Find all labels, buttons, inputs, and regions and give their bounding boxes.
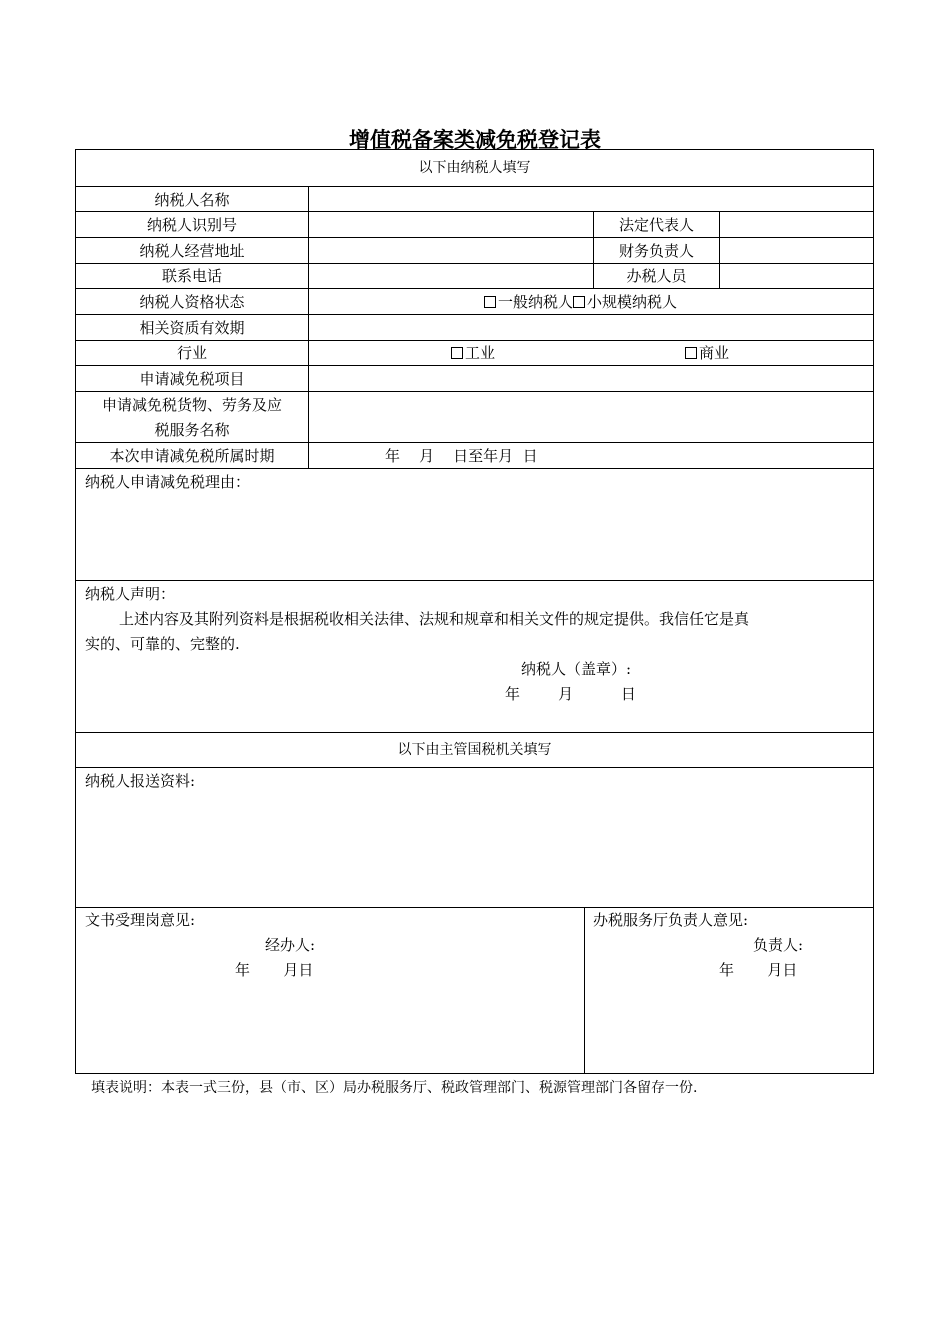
finance-head-field[interactable] bbox=[720, 238, 873, 263]
clerk-date-label: 年 月日 bbox=[235, 961, 314, 979]
commercial-option-label: 商业 bbox=[699, 344, 730, 362]
finance-head-label: 财务负责人 bbox=[618, 242, 694, 260]
phone-label: 联系电话 bbox=[161, 267, 222, 285]
qualification-status-options bbox=[484, 293, 677, 311]
exemption-reason-label: 纳税人申请减免税理由： bbox=[85, 473, 251, 491]
taxpayer-name-label: 纳税人名称 bbox=[154, 191, 230, 209]
exemption-period-value[interactable]: 年 月 日至年月 日 bbox=[385, 447, 538, 465]
hall-head-date-label: 年 月日 bbox=[719, 961, 798, 979]
commercial-checkbox[interactable] bbox=[685, 347, 697, 359]
general-taxpayer-checkbox[interactable] bbox=[484, 296, 496, 308]
goods-services-field[interactable] bbox=[309, 392, 873, 442]
clerk-opinion-label: 文书受理岗意见: bbox=[85, 911, 196, 929]
exemption-project-field[interactable] bbox=[309, 366, 873, 391]
tax-handler-label: 办税人员 bbox=[626, 267, 687, 285]
qualification-validity-field[interactable] bbox=[309, 315, 873, 340]
declaration-text-line1: 上述内容及其附列资料是根据税收相关法律、法规和规章和相关文件的规定提供。我信任它是真 bbox=[119, 610, 750, 628]
form-title: 增值税备案类减免税登记表 bbox=[349, 128, 601, 152]
hall-head-opinion-field[interactable] bbox=[585, 982, 872, 1072]
industrial-checkbox[interactable] bbox=[451, 347, 463, 359]
phone-field[interactable] bbox=[309, 264, 593, 288]
exemption-project-label: 申请减免税项目 bbox=[139, 370, 245, 388]
industry-option-industrial bbox=[451, 344, 495, 362]
taxpayer-seal-label: 纳税人（盖章）: bbox=[521, 660, 632, 678]
industry-label: 行业 bbox=[176, 344, 207, 362]
tax-handler-field[interactable] bbox=[720, 264, 873, 288]
submitted-materials-label: 纳税人报送资料: bbox=[85, 772, 196, 790]
taxpayer-name-field[interactable] bbox=[309, 187, 873, 211]
clerk-opinion-field[interactable] bbox=[77, 982, 583, 1072]
business-address-field[interactable] bbox=[309, 238, 593, 263]
declaration-label: 纳税人声明： bbox=[85, 585, 176, 603]
taxpayer-id-label: 纳税人识别号 bbox=[146, 216, 237, 234]
qualification-status-label: 纳税人资格状态 bbox=[139, 293, 245, 311]
form-instructions-note: 填表说明：本表一式三份，县（市、区）局办税服务厅、税政管理部门、税源管理部门各留存一份. bbox=[91, 1080, 698, 1096]
exemption-reason-field[interactable] bbox=[77, 495, 872, 579]
small-taxpayer-option: 小规模纳税人 bbox=[587, 293, 678, 311]
tax-office-section-header: 以下由主管国税机关填写 bbox=[397, 742, 552, 758]
qualification-validity-label: 相关资质有效期 bbox=[139, 319, 245, 337]
submitted-materials-field[interactable] bbox=[77, 794, 872, 906]
goods-services-label-line2: 税服务名称 bbox=[154, 421, 230, 439]
legal-rep-label: 法定代表人 bbox=[618, 216, 694, 234]
taxpayer-id-field[interactable] bbox=[309, 212, 593, 237]
registration-form-table bbox=[75, 149, 874, 1074]
general-taxpayer-option: 一般纳税人 bbox=[498, 293, 574, 311]
business-address-label: 纳税人经营地址 bbox=[139, 242, 245, 260]
taxpayer-section-header: 以下由纳税人填写 bbox=[418, 160, 531, 176]
industrial-option-label: 工业 bbox=[465, 344, 496, 362]
goods-services-label-line1: 申请减免税货物、劳务及应 bbox=[101, 396, 282, 414]
exemption-period-label: 本次申请减免税所属时期 bbox=[109, 447, 275, 465]
declaration-date-label: 年 月 日 bbox=[505, 685, 636, 703]
clerk-signer-label: 经办人: bbox=[265, 936, 316, 954]
hall-head-signer-label: 负责人: bbox=[753, 936, 804, 954]
industry-option-commercial bbox=[685, 344, 729, 362]
legal-rep-field[interactable] bbox=[720, 212, 873, 237]
hall-head-opinion-label: 办税服务厅负责人意见: bbox=[593, 911, 749, 929]
small-taxpayer-checkbox[interactable] bbox=[573, 296, 585, 308]
declaration-text-line2: 实的、可靠的、完整的. bbox=[85, 635, 240, 653]
